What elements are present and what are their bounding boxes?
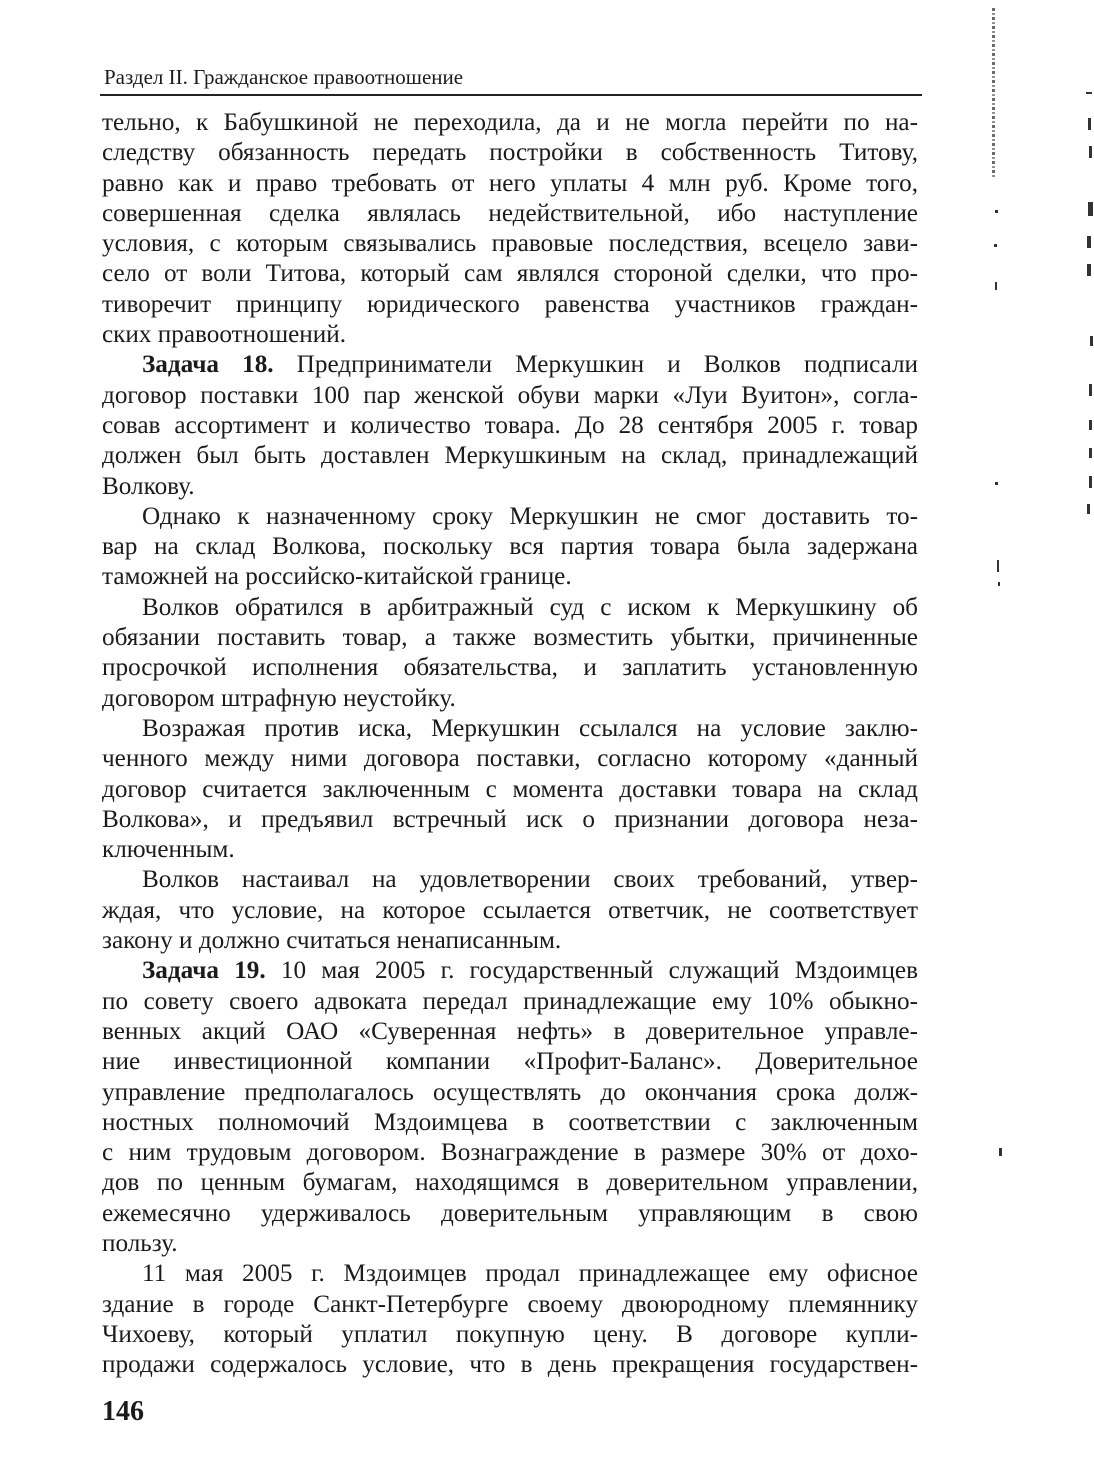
text-line	[102, 805, 918, 835]
text-line	[102, 1259, 918, 1289]
text-line	[102, 169, 918, 199]
text-line-content: обязании поставить товар, а также возместить убытки, причиненные	[102, 624, 918, 652]
scan-speck	[998, 582, 1000, 586]
text-line-content: договор считается заключенным с момента доставки товара на склад	[102, 775, 918, 803]
text-line	[102, 229, 918, 259]
text-line-content: ключенным.	[102, 836, 235, 864]
text-line	[102, 1078, 918, 1108]
scan-speck	[1088, 118, 1091, 130]
text-line-content: с ним трудовым договором. Вознаграждение в размере 30% от дохо-	[102, 1139, 918, 1167]
text-line	[102, 562, 918, 592]
text-line-content: пользу.	[102, 1229, 178, 1257]
scan-speck	[994, 244, 997, 247]
text-line	[102, 472, 918, 502]
text-line	[102, 896, 918, 926]
task-label: Задача 19.	[142, 957, 266, 985]
text-line-content: 10 мая 2005 г. государственный служащий Мздоимцев	[265, 957, 919, 985]
text-line	[102, 714, 918, 744]
text-line	[102, 684, 918, 714]
text-line	[102, 350, 918, 380]
text-line-content: ченного между ними договора поставки, согласно которому «данный	[102, 745, 918, 773]
text-line	[102, 623, 918, 653]
text-line-content: Волкова», и предъявил встречный иск о признании договора неза-	[102, 805, 918, 833]
body-text	[102, 108, 918, 1380]
text-line-content: вар на склад Волкова, поскольку вся партия товара была задержана	[102, 533, 918, 561]
text-line	[102, 865, 918, 895]
text-line	[102, 441, 918, 471]
text-line	[102, 199, 918, 229]
text-line-content: Возражая против иска, Меркушкин ссылался на условие заклю-	[142, 714, 918, 742]
text-line	[102, 593, 918, 623]
text-line	[102, 1047, 918, 1077]
text-line-content: ских правоотношений.	[102, 321, 347, 349]
scan-speck	[1089, 448, 1092, 458]
text-line	[102, 744, 918, 774]
text-line	[102, 108, 918, 138]
scan-speck	[1086, 92, 1092, 94]
header-rule	[100, 94, 922, 96]
scan-speck	[1087, 236, 1091, 248]
scan-speck	[995, 210, 998, 213]
text-line-content: ностных полномочий Мздоимцева в соответствии с заключенным	[102, 1108, 918, 1136]
scan-speck	[1089, 384, 1092, 396]
scan-speck	[1089, 476, 1092, 488]
scan-speck	[995, 482, 998, 485]
text-line	[102, 1168, 918, 1198]
scan-speck	[1089, 146, 1092, 158]
text-line-content: должен был быть доставлен Меркушкиным на склад, принадлежащий	[102, 442, 918, 470]
text-line	[102, 1229, 918, 1259]
text-line-content: Однако к назначенному сроку Меркушкин не смог доставить то-	[142, 502, 918, 530]
text-line-content: Предприниматели Меркушкин и Волков подписали	[273, 351, 919, 379]
text-line-content: ждая, что условие, на которое ссылается ответчик, не соответствует	[102, 896, 918, 924]
text-line-content: венных акций ОАО «Суверенная нефть» в доверительное управле-	[102, 1017, 918, 1045]
text-line	[102, 1290, 918, 1320]
scan-speck	[1088, 202, 1093, 216]
text-line-content: по совету своего адвоката передал принадлежащие ему 10% обыкно-	[102, 987, 918, 1015]
text-line-content: тельно, к Бабушкиной не переходила, да и не могла перейти по на-	[102, 109, 918, 136]
text-line-content: ние инвестиционной компании «Профит-Баланс». Доверительное	[102, 1048, 918, 1076]
page-number: 146	[102, 1396, 144, 1427]
text-line-content: 11 мая 2005 г. Мздоимцев продал принадлежащее ему офисное	[142, 1260, 918, 1288]
text-line	[102, 1138, 918, 1168]
text-line	[102, 653, 918, 683]
text-line	[102, 1199, 918, 1229]
text-line	[102, 1320, 918, 1350]
text-line	[102, 1017, 918, 1047]
text-line-content: таможней на российско-китайской границе.	[102, 563, 572, 591]
text-line-content: совав ассортимент и количество товара. До 28 сентября 2005 г. товар	[102, 411, 918, 439]
text-line-content: продажи содержалось условие, что в день прекращения государствен-	[102, 1351, 918, 1379]
text-line-content: договором штрафную неустойку.	[102, 684, 456, 712]
text-line-content: договор поставки 100 пар женской обуви марки «Луи Вуитон», согла-	[102, 381, 918, 409]
scan-speck	[1090, 336, 1093, 346]
text-line-content: село от воли Титова, который сам являлся стороной сделки, что про-	[102, 260, 918, 288]
text-line	[102, 138, 918, 168]
text-line	[102, 259, 918, 289]
text-line-content: закону и должно считаться ненаписанным.	[102, 927, 562, 955]
text-line-content: Чихоеву, который уплатил покупную цену. В договоре купли-	[102, 1320, 918, 1348]
text-line	[102, 502, 918, 532]
text-line-content: управление предполагалось осуществлять до окончания срока долж-	[102, 1078, 918, 1106]
text-line	[102, 987, 918, 1017]
text-line	[102, 1350, 918, 1380]
text-line-content: условия, с которым связывались правовые последствия, всецело зави-	[102, 230, 918, 258]
text-line	[102, 926, 918, 956]
scan-speck	[1087, 504, 1090, 514]
text-line-content: совершенная сделка являлась недействительной, ибо наступление	[102, 199, 918, 227]
text-line-content: ежемесячно удерживалось доверительным управляющим в свою	[102, 1199, 918, 1227]
text-line-content: просрочкой исполнения обязательства, и заплатить установленную	[102, 654, 918, 682]
text-line-content: Волков настаивал на удовлетворении своих требований, утвер-	[142, 866, 918, 894]
running-head-title: Раздел II. Гражданское правоотношение	[104, 65, 464, 89]
text-line-content: Волков обратился в арбитражный суд с иском к Меркушкину об	[142, 593, 918, 621]
text-line-content: Волкову.	[102, 472, 195, 500]
scan-speck	[997, 560, 999, 572]
text-line	[102, 775, 918, 805]
text-line	[102, 835, 918, 865]
text-line-content: следству обязанность передать постройки в собственность Титову,	[102, 139, 918, 167]
text-line-content: равно как и право требовать от него уплаты 4 млн руб. Кроме того,	[102, 169, 918, 197]
text-line	[102, 411, 918, 441]
text-line-content: дов по ценным бумагам, находящимся в доверительном управлении,	[102, 1169, 918, 1197]
scan-speck	[1089, 420, 1092, 430]
text-line	[102, 956, 918, 986]
text-line-content: здание в городе Санкт-Петербурге своему двоюродному племяннику	[102, 1290, 918, 1318]
text-line-content: тиворечит принципу юридического равенства участников граждан-	[102, 290, 918, 318]
scan-edge-artifact	[992, 8, 995, 178]
task-label: Задача 18.	[142, 351, 274, 379]
text-line	[102, 532, 918, 562]
text-line	[102, 1108, 918, 1138]
scan-speck	[995, 282, 997, 290]
text-line	[102, 290, 918, 320]
scan-speck	[999, 1148, 1002, 1156]
scan-speck	[1087, 264, 1091, 276]
text-line	[102, 320, 918, 350]
text-line	[102, 381, 918, 411]
